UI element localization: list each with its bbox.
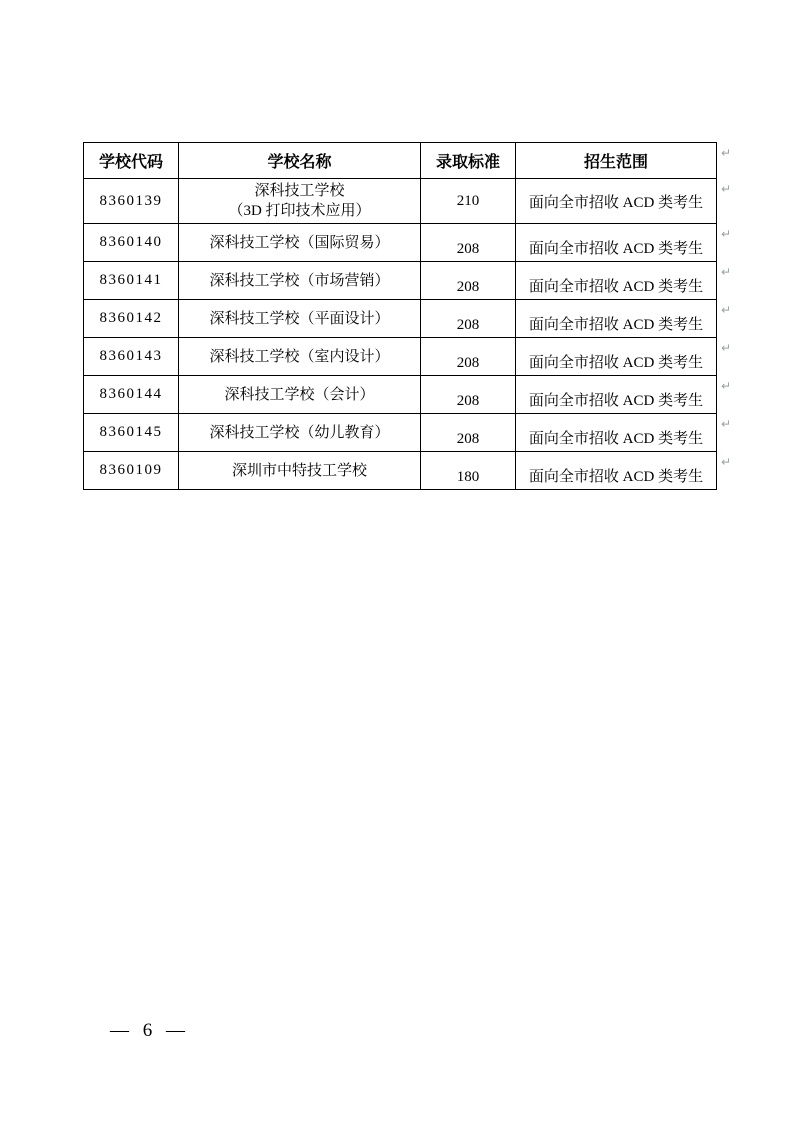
school-code-value: 8360143 [99, 348, 163, 364]
table-header-row [84, 143, 717, 179]
paragraph-mark-icon: ↵ [720, 265, 731, 279]
column-header-enrollment-scope-label: 招生范围 [583, 154, 648, 171]
enrollment-scope-cell [516, 179, 731, 224]
enrollment-scope-cell [516, 262, 731, 300]
table-row [84, 414, 717, 452]
table-row [84, 338, 717, 376]
school-code-cell [84, 338, 179, 376]
enrollment-scope-value: 面向全市招收 ACD 类考生 [528, 279, 704, 295]
enrollment-scope-value: 面向全市招收 ACD 类考生 [528, 317, 704, 333]
column-header-school-name: 学校名称 [179, 143, 421, 179]
admission-standard-cell [421, 224, 516, 262]
admission-standard-cell [421, 414, 516, 452]
paragraph-mark-icon: ↵ [720, 146, 731, 160]
school-name-value: 深科技工学校（市场营销） [209, 272, 390, 289]
enrollment-scope-cell [516, 376, 731, 414]
school-name-cell [179, 224, 421, 262]
table-row [84, 376, 717, 414]
admission-standard-value: 208 [456, 355, 480, 371]
school-name-value: 深科技工学校（会计） [224, 386, 375, 403]
school-code-cell [84, 300, 179, 338]
school-name-cell [179, 179, 421, 224]
admission-standard-cell [421, 300, 516, 338]
admission-standard-value: 208 [456, 279, 480, 295]
school-name-cell [179, 452, 421, 490]
admission-standard-value: 208 [456, 241, 480, 257]
admission-table [83, 142, 731, 490]
admission-standard-cell [421, 262, 516, 300]
school-code-cell [84, 224, 179, 262]
paragraph-mark-icon: ↵ [720, 341, 731, 355]
school-code-value: 8360109 [99, 462, 163, 478]
table-row [84, 179, 717, 224]
paragraph-mark-icon: ↵ [720, 379, 731, 393]
admission-standard-value: 180 [456, 469, 480, 485]
school-name-value: 深科技工学校 （3D 打印技术应用） [228, 183, 371, 219]
paragraph-mark-icon: ↵ [720, 227, 731, 241]
table-row [84, 300, 717, 338]
school-name-value: 深科技工学校（平面设计） [209, 310, 390, 327]
enrollment-scope-value: 面向全市招收 ACD 类考生 [528, 355, 704, 371]
school-name-cell [179, 300, 421, 338]
school-name-cell [179, 262, 421, 300]
school-code-cell [84, 414, 179, 452]
school-code-value: 8360145 [99, 424, 163, 440]
school-name-cell [179, 338, 421, 376]
school-code-value: 8360142 [99, 310, 163, 326]
enrollment-scope-value: 面向全市招收 ACD 类考生 [528, 431, 704, 447]
paragraph-mark-icon: ↵ [720, 417, 731, 431]
enrollment-scope-cell [516, 224, 731, 262]
school-name-cell [179, 414, 421, 452]
table-row [84, 452, 717, 490]
enrollment-scope-value: 面向全市招收 ACD 类考生 [528, 393, 704, 409]
school-code-cell [84, 452, 179, 490]
column-header-enrollment-scope [516, 143, 731, 179]
enrollment-scope-cell [516, 338, 731, 376]
school-code-value: 8360139 [99, 192, 163, 209]
page-number: — 6 — [110, 1020, 185, 1041]
admission-standard-cell [421, 179, 516, 224]
school-code-value: 8360140 [99, 234, 163, 250]
school-code-value: 8360144 [99, 386, 163, 402]
enrollment-scope-value: 面向全市招收 ACD 类考生 [528, 194, 704, 211]
enrollment-scope-cell [516, 414, 731, 452]
enrollment-scope-value: 面向全市招收 ACD 类考生 [528, 241, 704, 257]
school-code-cell [84, 262, 179, 300]
paragraph-mark-icon: ↵ [720, 182, 731, 196]
table-row [84, 262, 717, 300]
school-code-cell [84, 376, 179, 414]
school-name-value: 深科技工学校（幼儿教育） [209, 424, 390, 441]
enrollment-scope-cell [516, 300, 731, 338]
admission-table-body [84, 179, 731, 490]
school-name-value: 深科技工学校（国际贸易） [209, 234, 390, 251]
school-code-cell [84, 179, 179, 224]
column-header-school-code: 学校代码 [84, 143, 179, 179]
school-name-cell [179, 376, 421, 414]
enrollment-scope-value: 面向全市招收 ACD 类考生 [528, 469, 704, 485]
admission-standard-value: 208 [456, 393, 480, 409]
admission-standard-value: 208 [456, 431, 480, 447]
enrollment-scope-cell [516, 452, 731, 490]
admission-standard-value: 208 [456, 317, 480, 333]
column-header-admission-standard: 录取标准 [421, 143, 516, 179]
school-code-value: 8360141 [99, 272, 163, 288]
school-name-value: 深圳市中特技工学校 [231, 462, 367, 479]
admission-standard-cell [421, 452, 516, 490]
admission-standard-cell [421, 376, 516, 414]
admission-standard-cell [421, 338, 516, 376]
paragraph-mark-icon: ↵ [720, 455, 731, 469]
admission-standard-value: 210 [456, 192, 480, 209]
school-name-value: 深科技工学校（室内设计） [209, 348, 390, 365]
table-row [84, 224, 717, 262]
paragraph-mark-icon: ↵ [720, 303, 731, 317]
